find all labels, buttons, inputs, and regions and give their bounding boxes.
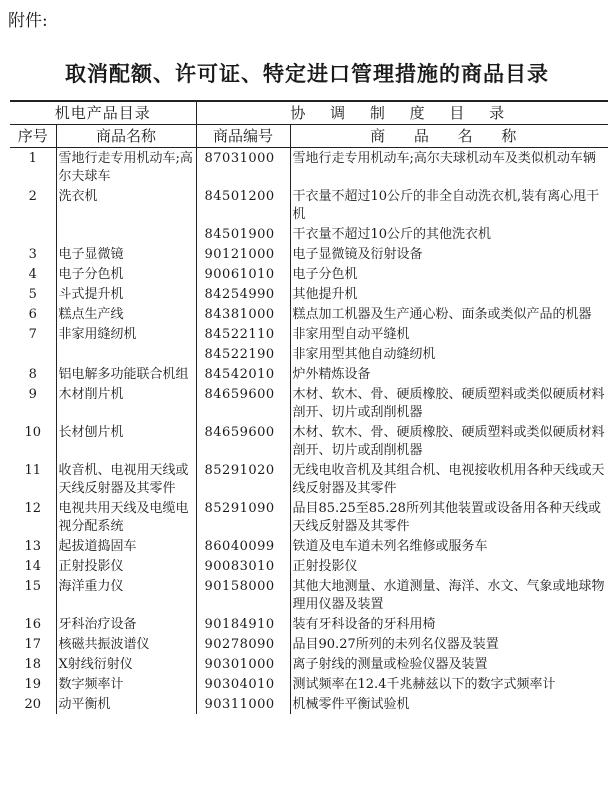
row-hs-code: 84659600 [196, 422, 290, 460]
row-hs-code: 90121000 [196, 244, 290, 264]
row-seq: 14 [10, 556, 56, 576]
row-hs-description: 干衣量不超过10公斤的非全自动洗衣机,装有离心甩干机 [292, 189, 600, 222]
row-hs-code: 84659600 [196, 384, 290, 422]
row-product-name: 电子分色机 [56, 264, 196, 284]
row-hs-description: 装有牙科设备的牙科用椅 [292, 617, 436, 632]
row-hs-code: 90083010 [196, 556, 290, 576]
row-product-name: 斗式提升机 [56, 284, 196, 304]
table-row [10, 148, 608, 187]
row-seq: 13 [10, 536, 56, 556]
table-row [10, 556, 608, 576]
table-row [10, 284, 608, 304]
row-seq: 4 [10, 264, 56, 284]
header-group-row [10, 101, 608, 125]
table-row [10, 186, 608, 224]
row-hs-description: 电子分色机 [292, 267, 358, 282]
row-seq: 18 [10, 654, 56, 674]
row-product-name: 动平衡机 [56, 694, 196, 714]
row-hs-code: 90301000 [196, 654, 290, 674]
row-hs-description: 糕点加工机器及生产通心粉、面条或类似产品的机器 [292, 307, 592, 322]
row-product-name: 核磁共振波谱仪 [56, 634, 196, 654]
row-product-name: 雪地行走专用机动车;高尔夫球车 [56, 148, 196, 187]
table-row [10, 694, 608, 714]
row-hs-code: 90158000 [196, 576, 290, 614]
row-seq: 3 [10, 244, 56, 264]
row-product-name: 电视共用天线及电缆电视分配系统 [56, 498, 196, 536]
table-row [10, 364, 608, 384]
row-hs-code: 87031000 [196, 148, 290, 187]
row-hs-code: 86040099 [196, 536, 290, 556]
row-hs-code: 90278090 [196, 634, 290, 654]
row-hs-code: 84501900 [196, 224, 290, 244]
row-hs-description: 非家用型其他自动缝纫机 [292, 347, 436, 362]
row-product-name: 起拔道捣固车 [56, 536, 196, 556]
row-product-name: 木材削片机 [56, 384, 196, 422]
row-hs-description: 品目90.27所列的未列名仪器及装置 [292, 637, 499, 652]
col-header-seq: 序号 [10, 125, 56, 148]
row-product-name: 电子显微镜 [56, 244, 196, 264]
row-hs-code: 84522110 [196, 324, 290, 344]
row-hs-code: 90304010 [196, 674, 290, 694]
row-hs-description: 炉外精炼设备 [292, 367, 371, 382]
page-title: 取消配额、许可证、特定进口管理措施的商品目录 [65, 61, 549, 86]
table-row [10, 460, 608, 498]
row-product-name: X射线衍射仪 [56, 654, 196, 674]
row-hs-description: 木材、软木、骨、硬质橡胶、硬质塑料或类似硬质材料剖开、切片或刮削机器 [292, 387, 605, 420]
row-hs-description: 无线电收音机及其组合机、电视接收机用各种天线或天线反射器及其零件 [292, 463, 605, 496]
col-header-name: 商品名称 [56, 125, 196, 148]
table-row [10, 576, 608, 614]
table-row [10, 536, 608, 556]
row-hs-code: 90061010 [196, 264, 290, 284]
row-hs-code: 84542010 [196, 364, 290, 384]
row-seq: 20 [10, 694, 56, 714]
row-hs-description: 铁道及电车道未列名维修或服务车 [292, 539, 488, 554]
row-hs-code: 84522190 [196, 344, 290, 364]
table-body [10, 148, 608, 715]
row-hs-description: 电子显微镜及衍射设备 [292, 247, 423, 262]
row-seq: 2 [10, 186, 56, 244]
row-hs-description: 正射投影仪 [292, 559, 358, 574]
row-hs-description: 机械零件平衡试验机 [292, 697, 410, 712]
row-hs-description: 其他大地测量、水道测量、海洋、水文、气象或地球物理用仪器及装置 [292, 579, 605, 612]
table-row [10, 674, 608, 694]
table-row [10, 614, 608, 634]
table-row [10, 498, 608, 536]
row-seq: 11 [10, 460, 56, 498]
row-hs-description: 离子射线的测量或检验仪器及装置 [292, 657, 488, 672]
row-product-name: 糕点生产线 [56, 304, 196, 324]
row-hs-code: 85291020 [196, 460, 290, 498]
row-hs-description: 测试频率在12.4千兆赫兹以下的数字式频率计 [292, 677, 556, 692]
row-product-name: 收音机、电视用天线或天线反射器及其零件 [56, 460, 196, 498]
row-hs-code: 85291090 [196, 498, 290, 536]
table-row [10, 422, 608, 460]
row-seq: 8 [10, 364, 56, 384]
row-hs-code: 84501200 [196, 186, 290, 224]
group-header-mechanical: 机电产品目录 [10, 101, 196, 125]
row-product-name: 铝电解多功能联合机组 [56, 364, 196, 384]
row-seq: 5 [10, 284, 56, 304]
row-hs-code: 90184910 [196, 614, 290, 634]
table-row [10, 654, 608, 674]
row-hs-description: 品目85.25至85.28所列其他装置或设备用各种天线或天线反射器及其零件 [292, 501, 601, 534]
table-row [10, 324, 608, 344]
row-product-name: 洗衣机 [56, 186, 196, 244]
row-hs-description: 干衣量不超过10公斤的其他洗衣机 [292, 227, 492, 242]
table-row [10, 634, 608, 654]
row-seq: 7 [10, 324, 56, 364]
row-seq: 16 [10, 614, 56, 634]
row-hs-description: 非家用型自动平缝机 [292, 327, 410, 342]
commodity-table [10, 100, 608, 714]
row-hs-code: 90311000 [196, 694, 290, 714]
row-seq: 10 [10, 422, 56, 460]
row-product-name: 牙科治疗设备 [56, 614, 196, 634]
header-column-row [10, 125, 608, 148]
row-product-name: 正射投影仪 [56, 556, 196, 576]
row-product-name: 海洋重力仪 [56, 576, 196, 614]
table-row [10, 244, 608, 264]
table-row [10, 304, 608, 324]
row-hs-description: 其他提升机 [292, 287, 358, 302]
row-hs-code: 84381000 [196, 304, 290, 324]
row-product-name: 长材刨片机 [56, 422, 196, 460]
row-seq: 9 [10, 384, 56, 422]
row-seq: 6 [10, 304, 56, 324]
row-seq: 12 [10, 498, 56, 536]
group-header-hs: 协 调 制 度 目 录 [196, 101, 608, 125]
row-hs-code: 84254990 [196, 284, 290, 304]
row-seq: 15 [10, 576, 56, 614]
row-product-name: 数字频率计 [56, 674, 196, 694]
col-header-code: 商品编号 [196, 125, 290, 148]
attachment-label: 附件: [8, 11, 48, 31]
table-row [10, 264, 608, 284]
row-seq: 17 [10, 634, 56, 654]
row-hs-description: 木材、软木、骨、硬质橡胶、硬质塑料或类似硬质材料剖开、切片或刮削机器 [292, 425, 605, 458]
col-header-desc: 商 品 名 称 [290, 125, 608, 148]
row-hs-description: 雪地行走专用机动车;高尔夫球机动车及类似机动车辆 [292, 151, 596, 166]
row-product-name: 非家用缝纫机 [56, 324, 196, 364]
table-row [10, 384, 608, 422]
row-seq: 19 [10, 674, 56, 694]
row-seq: 1 [10, 148, 56, 187]
